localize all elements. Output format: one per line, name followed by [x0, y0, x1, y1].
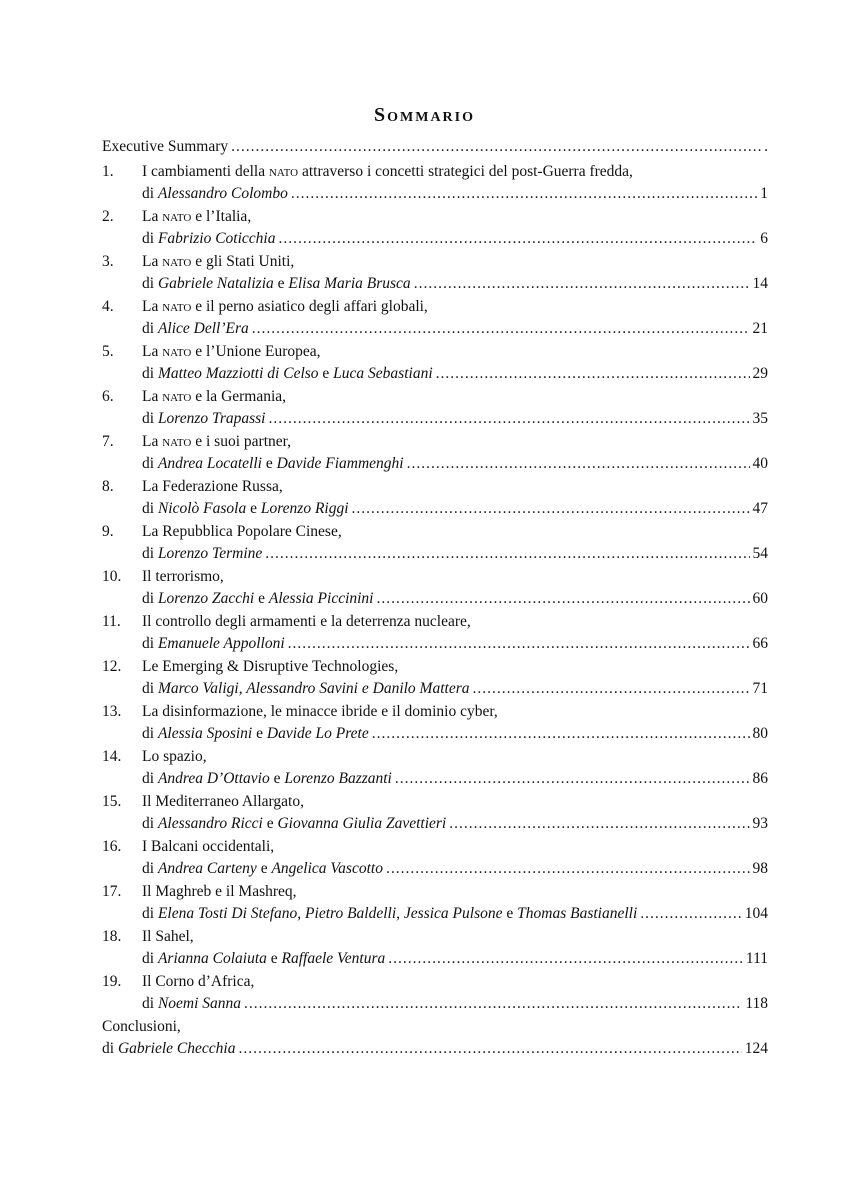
toc-page-number: 6 [760, 230, 768, 247]
toc-executive-summary-label: Executive Summary [102, 138, 229, 155]
toc-author: Elena Tosti Di Stefano, Pietro Baldelli, Jessica Pulsone [157, 905, 503, 922]
toc-entry-title: I Balcani occidentali, [142, 838, 275, 855]
toc-entry-title: La nato e il perno asiatico degli affari globali, [142, 298, 428, 315]
toc-author: Thomas Bastianelli [517, 905, 638, 922]
leader-dots [386, 858, 750, 880]
toc-entry[interactable] [102, 791, 768, 835]
toc-entry-number: 14. [102, 748, 122, 765]
leader-dots [473, 678, 750, 700]
toc-page-number: 54 [752, 545, 768, 562]
toc-entry-number: 4. [102, 298, 114, 315]
toc-entry[interactable] [102, 926, 768, 970]
toc-page-number: 40 [752, 455, 768, 472]
toc-entry-title: Il Corno d’Africa, [142, 973, 255, 990]
toc-entry[interactable] [102, 431, 768, 475]
toc-di: di [142, 635, 155, 652]
leader-dots [377, 588, 750, 610]
toc-author: Giovanna Giulia Zavettieri [277, 815, 447, 832]
toc-di: di [142, 680, 155, 697]
toc-conclusions[interactable] [102, 1016, 768, 1060]
toc-di: di [142, 770, 155, 787]
toc-conjunction: e [270, 950, 278, 967]
toc-entry-title: Il controllo degli armamenti e la deterrenza nucleare, [142, 613, 471, 630]
toc-entry[interactable] [102, 251, 768, 295]
toc-author: Alessandro Colombo [157, 185, 288, 202]
toc-entry-number: 7. [102, 433, 114, 450]
toc-di: di [142, 995, 155, 1012]
toc-author: Lorenzo Bazzanti [284, 770, 392, 787]
toc-page-number: 14 [752, 275, 768, 292]
toc-page-number: 80 [752, 725, 768, 742]
table-of-contents [102, 136, 768, 1061]
toc-byline [142, 858, 383, 880]
toc-byline [142, 993, 241, 1015]
toc-author: Angelica Vascotto [271, 860, 383, 877]
toc-entry-title: La Repubblica Popolare Cinese, [142, 523, 342, 540]
toc-entry-title: Lo spazio, [142, 748, 207, 765]
toc-conjunction: e [277, 275, 285, 292]
page-title: Sommario [374, 104, 475, 126]
leader-dots [244, 993, 742, 1015]
toc-author: Andrea Locatelli [157, 455, 262, 472]
toc-byline [142, 228, 275, 250]
leader-dots [278, 228, 757, 250]
toc-di: di [142, 545, 155, 562]
toc-entry[interactable] [102, 386, 768, 430]
leader-dots [291, 183, 757, 205]
toc-author: Nicolò Fasola [157, 500, 247, 517]
toc-byline [142, 633, 285, 655]
toc-entry-title: La nato e l’Unione Europea, [142, 343, 321, 360]
toc-page-number: 111 [745, 950, 768, 967]
toc-entry-number: 19. [102, 973, 122, 990]
toc-author: Lorenzo Trapassi [157, 410, 266, 427]
toc-entry-title: I cambiamenti della nato attraverso i concetti strategici del post-Guerra fredda, [142, 163, 633, 180]
toc-di: di [142, 410, 155, 427]
leader-dots [252, 318, 750, 340]
toc-di: di [142, 905, 155, 922]
toc-page-number: 93 [752, 815, 768, 832]
toc-byline [142, 768, 392, 790]
leader-dots [231, 136, 761, 158]
toc-di: di [142, 590, 155, 607]
toc-page-number: 86 [752, 770, 768, 787]
toc-author: Davide Fiammenghi [276, 455, 404, 472]
toc-byline [142, 678, 470, 700]
toc-byline [142, 273, 411, 295]
toc-page-number: 35 [752, 410, 768, 427]
toc-entry-title: La disinformazione, le minacce ibride e il dominio cyber, [142, 703, 498, 720]
toc-entry[interactable] [102, 656, 768, 700]
toc-entry[interactable] [102, 836, 768, 880]
toc-author: Noemi Sanna [157, 995, 242, 1012]
toc-page-number: 1 [760, 185, 768, 202]
toc-page-number: 71 [752, 680, 768, 697]
toc-entry[interactable] [102, 611, 768, 655]
toc-author: Luca Sebastiani [333, 365, 433, 382]
leader-dots [414, 273, 750, 295]
toc-author: Emanuele Appolloni [157, 635, 285, 652]
nato-smallcaps: nato [162, 208, 192, 225]
toc-entry-number: 9. [102, 523, 114, 540]
toc-conjunction: e [273, 770, 281, 787]
toc-entry-title: La nato e l’Italia, [142, 208, 252, 225]
toc-page-number: 60 [752, 590, 768, 607]
toc-entry[interactable] [102, 206, 768, 250]
toc-di: di [142, 320, 155, 337]
toc-entry-number: 8. [102, 478, 114, 495]
toc-author: Alessandro Ricci [157, 815, 263, 832]
toc-conjunction: e [258, 590, 266, 607]
toc-entry-number: 1. [102, 163, 114, 180]
toc-di: di [142, 860, 155, 877]
toc-entry-title: La nato e i suoi partner, [142, 433, 292, 450]
toc-page-number: 104 [744, 905, 768, 922]
leader-dots [436, 363, 750, 385]
toc-page-number: 21 [752, 320, 768, 337]
toc-di: di [142, 230, 155, 247]
nato-smallcaps: nato [162, 343, 192, 360]
toc-page-number: . [764, 138, 768, 155]
toc-entry-title: Il Sahel, [142, 928, 194, 945]
leader-dots [372, 723, 750, 745]
toc-conjunction: e [322, 365, 330, 382]
toc-entry[interactable] [102, 521, 768, 565]
toc-entry-number: 17. [102, 883, 122, 900]
toc-entry-number: 3. [102, 253, 114, 270]
toc-page-number: 124 [744, 1040, 768, 1057]
toc-entry-number: 12. [102, 658, 122, 675]
toc-entry-number: 15. [102, 793, 122, 810]
leader-dots [388, 948, 743, 970]
toc-entry[interactable] [102, 161, 768, 205]
leader-dots [640, 903, 741, 925]
toc-entry-number: 10. [102, 568, 122, 585]
toc-entry-title: Il terrorismo, [142, 568, 224, 585]
toc-author: Lorenzo Riggi [260, 500, 349, 517]
toc-di: di [142, 455, 155, 472]
leader-dots [265, 543, 749, 565]
toc-page-number: 98 [752, 860, 768, 877]
toc-entry[interactable] [102, 881, 768, 925]
leader-dots [407, 453, 750, 475]
toc-author: Andrea Carteny [157, 860, 257, 877]
toc-entry[interactable] [102, 746, 768, 790]
toc-entry-title: La nato e la Germania, [142, 388, 287, 405]
leader-dots [238, 1038, 741, 1060]
toc-page-number: 29 [752, 365, 768, 382]
toc-entry-title: Il Maghreb e il Mashreq, [142, 883, 297, 900]
toc-page-number: 66 [752, 635, 768, 652]
toc-author: Marco Valigi, Alessandro Savini e Danilo Mattera [157, 680, 470, 697]
toc-byline [142, 813, 446, 835]
toc-di: di [142, 950, 155, 967]
toc-byline [102, 1038, 235, 1060]
toc-byline [142, 903, 637, 925]
toc-conjunction: e [265, 455, 273, 472]
toc-di: di [142, 500, 155, 517]
leader-dots [352, 498, 750, 520]
toc-entry-title: La nato e gli Stati Uniti, [142, 253, 295, 270]
toc-entry-number: 13. [102, 703, 122, 720]
toc-di: di [142, 815, 155, 832]
toc-entry-number: 2. [102, 208, 114, 225]
toc-byline [142, 588, 374, 610]
toc-entry-title: Le Emerging & Disruptive Technologies, [142, 658, 399, 675]
toc-conjunction: e [256, 725, 263, 742]
toc-byline [142, 948, 385, 970]
toc-executive-summary[interactable] [102, 136, 768, 158]
toc-conjunction: e [250, 500, 257, 517]
toc-author: Davide Lo Prete [266, 725, 369, 742]
toc-author: Alessia Sposini [157, 725, 253, 742]
toc-author: Gabriele Checchia [117, 1040, 236, 1057]
toc-entry-number: 16. [102, 838, 122, 855]
toc-author: Alice Dell’Era [157, 320, 249, 337]
toc-author: Fabrizio Coticchia [157, 230, 276, 247]
toc-author: Alessia Piccinini [268, 590, 374, 607]
leader-dots [395, 768, 750, 790]
toc-entry-number: 18. [102, 928, 122, 945]
toc-entry[interactable] [102, 971, 768, 1015]
nato-smallcaps: nato [162, 298, 192, 315]
toc-entry-number: 11. [102, 613, 121, 630]
leader-dots [288, 633, 750, 655]
toc-entry[interactable] [102, 701, 768, 745]
toc-di: di [102, 1040, 115, 1057]
toc-byline [142, 408, 265, 430]
toc-conclusions-label: Conclusioni, [102, 1018, 181, 1035]
toc-author: Gabriele Natalizia [157, 275, 274, 292]
toc-entry[interactable] [102, 476, 768, 520]
toc-page-number: 47 [752, 500, 768, 517]
toc-byline [142, 453, 404, 475]
toc-di: di [142, 185, 155, 202]
toc-di: di [142, 725, 155, 742]
toc-entry[interactable] [102, 296, 768, 340]
toc-di: di [142, 275, 155, 292]
toc-byline [142, 318, 249, 340]
toc-entry-number: 6. [102, 388, 114, 405]
leader-dots [449, 813, 749, 835]
toc-entry-title: Il Mediterraneo Allargato, [142, 793, 304, 810]
toc-entry-number: 5. [102, 343, 114, 360]
toc-author: Raffaele Ventura [281, 950, 386, 967]
nato-smallcaps: nato [162, 388, 192, 405]
toc-entry[interactable] [102, 341, 768, 385]
toc-conjunction: e [260, 860, 268, 877]
toc-byline [142, 723, 369, 745]
toc-author: Lorenzo Termine [157, 545, 263, 562]
toc-byline [142, 498, 349, 520]
toc-page-number: 118 [745, 995, 768, 1012]
toc-entry[interactable] [102, 566, 768, 610]
toc-byline [142, 543, 262, 565]
toc-di: di [142, 365, 155, 382]
nato-smallcaps: nato [162, 433, 192, 450]
nato-smallcaps: nato [268, 163, 299, 180]
toc-conjunction: e [506, 905, 514, 922]
toc-entry-title: La Federazione Russa, [142, 478, 283, 495]
nato-smallcaps: nato [162, 253, 192, 270]
toc-byline [142, 363, 433, 385]
toc-author: Andrea D’Ottavio [157, 770, 270, 787]
toc-author: Elisa Maria Brusca [288, 275, 411, 292]
toc-conjunction: e [266, 815, 274, 832]
toc-author: Matteo Mazziotti di Celso [157, 365, 319, 382]
leader-dots [268, 408, 749, 430]
toc-byline [142, 183, 288, 205]
toc-author: Lorenzo Zacchi [157, 590, 255, 607]
toc-author: Arianna Colaiuta [157, 950, 267, 967]
